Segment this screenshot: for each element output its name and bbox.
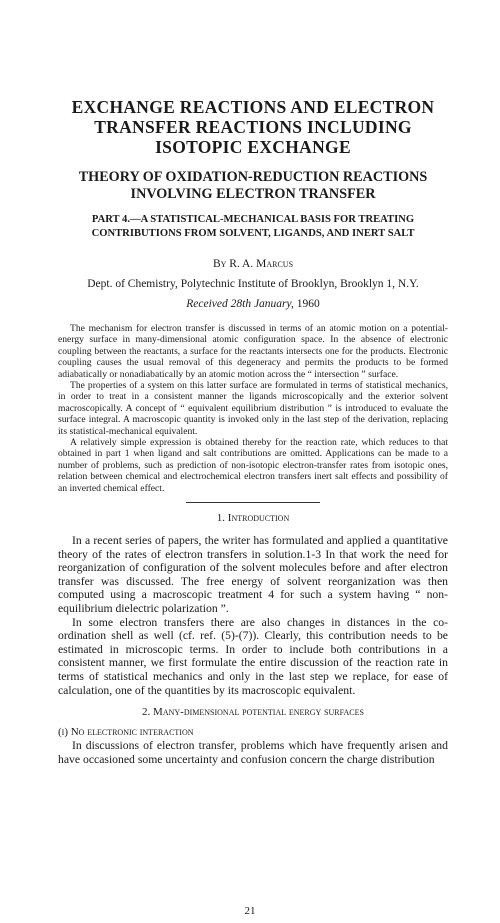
section-2-body [58,739,448,766]
section-heading-potential-energy-surfaces: 2. Many-dimensional potential energy surfaces [142,706,364,719]
section-heading-introduction: 1. Introduction [216,512,290,525]
part-heading: PART 4.—A STATISTICAL-MECHANICAL BASIS FOR TREATING CONTRIBUTIONS FROM SOLVENT, LIGANDS, AND INERT SALT [91,214,415,239]
abstract-paragraph: The properties of a system on this latter surface are formulated in terms of statistical mechanics, in order to treat in a consistent manner the ligands microscopically and the exterior solvent macroscopically. A concept of “ equivalent equilibrium distribution ” is introduced to evaluate the surface integral. A macroscopic quantity is invoked only in the last step of the derivation, replacing its statistical-mechanical equivalent. [58,380,448,437]
received-year: 1960 [296,298,320,310]
body-paragraph: In some electron transfers there are also changes in distances in the co-ordination shell as well (cf. ref. (5)-(7)). Clearly, this contribution needs to be estimated in microscopic terms. In order to include both contributions in a consistent manner, we first formulate the entire discussion of the reaction rate in terms of statistical mechanics and only in the last step we replace, for ease of calculation, one of the quantities by its macroscopic equivalent. [58,615,448,697]
paper-subtitle: THEORY OF OXIDATION-REDUCTION REACTIONS INVOLVING ELECTRON TRANSFER [78,169,428,202]
section-divider [186,502,320,503]
body-paragraph: In discussions of electron transfer, problems which have frequently arisen and have occasioned some uncertainty and confusion concern the charge distribution [58,739,448,766]
paper-page [0,97,500,923]
paper-title: EXCHANGE REACTIONS AND ELECTRON TRANSFER REACTIONS INCLUDING ISOTOPIC EXCHANGE [71,97,435,157]
page-number: 21 [244,905,256,917]
abstract-paragraph: A relatively simple expression is obtained thereby for the reaction rate, which reduces to that obtained in part 1 when ligand and salt contributions are omitted. Applications can be made to a number of problems, such as prediction of non-isotopic electron-transfer rates from isotopic ones, relation between chemical and electrochemical electron transfers inert salt effects and possibility of an inverted chemical effect. [58,437,448,494]
received-prefix: Received [186,298,228,310]
abstract-paragraph: The mechanism for electron transfer is discussed in terms of an atomic motion on a potential-energy surface in many-dimensional atomic configuration space. In the absence of electronic coupling between the reactants, a surface for the reactants intersects one for the products. Electronic coupling causes the usual removal of this degeneracy and permits the products to be formed adiabatically or nonadiabatically by an atomic motion across the “ intersection ” surface. [58,323,448,380]
abstract [58,323,448,494]
subsection-heading: (i) No electronic interaction [58,726,194,739]
affiliation: Dept. of Chemistry, Polytechnic Institute of Brooklyn, Brooklyn 1, N.Y. [87,278,419,290]
received-line [58,297,448,311]
received-date: 28th January, [230,298,294,310]
body-paragraph: In a recent series of papers, the writer has formulated and applied a quantitative theory of the rates of electron transfers in solution.1-3 In that work the need for reorganization of configuration of the solvent molecules before and after electron transfer was discussed. The free energy of solvent reorganization was then computed using a macroscopic treatment 4 for such a system having “ non-equilibrium dielectric polarization ”. [58,534,448,616]
author-line: By R. A. Marcus [212,258,294,270]
section-1-body [58,534,448,697]
